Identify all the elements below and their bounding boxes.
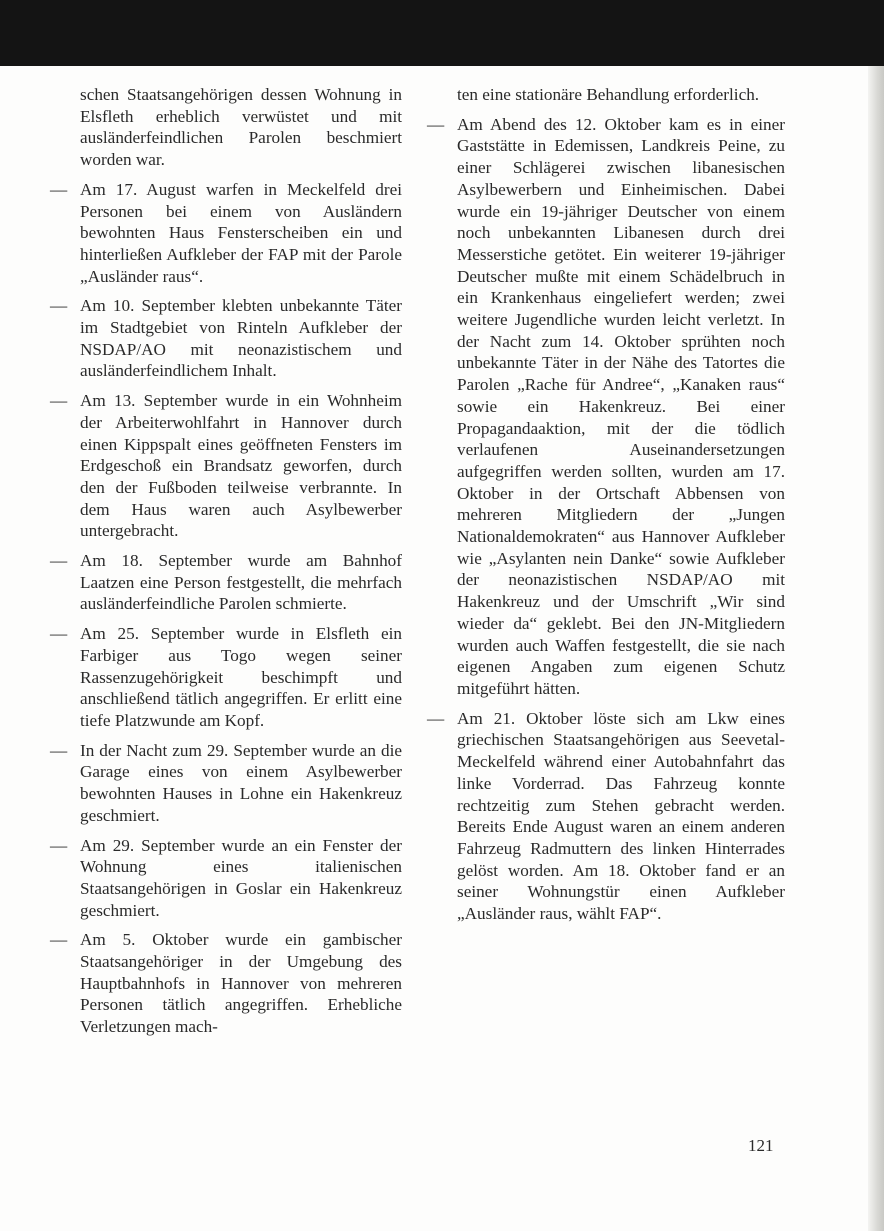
dash-marker: —	[50, 296, 68, 316]
dash-marker: —	[50, 930, 68, 950]
list-item	[50, 390, 402, 542]
list-item-text: Am 13. September wurde in ein Wohnheim der Arbeiterwohlfahrt in Hannover durch einen Kippspalt eines geöffneten Fensters im Erdgeschoß ein Brandsatz geworfen, durch den der Fußboden teilweise verbrannte. In dem Haus waren auch Asylbewerber untergebracht.	[80, 391, 402, 541]
left-continuation-paragraph: schen Staatsangehörigen dessen Wohnung in Elsfleth erheblich verwüstet und mit ausländerfeindlichen Parolen beschmiert worden war.	[80, 85, 402, 170]
list-item	[427, 114, 785, 700]
list-item-text: Am 5. Oktober wurde ein gambischer Staatsangehöriger in der Umgebung des Hauptbahnhofs in Hannover von mehreren Personen tätlich angegriffen. Erhebliche Verletzungen mach-	[80, 930, 402, 1037]
list-item	[50, 623, 402, 732]
scan-header-bar	[0, 0, 884, 66]
dash-marker: —	[427, 708, 445, 728]
left-column	[50, 84, 402, 1046]
list-item	[50, 179, 402, 288]
list-item	[50, 550, 402, 615]
list-item-text: In der Nacht zum 29. September wurde an die Garage eines von einem Asylbewerber bewohnten Hauses in Lohne ein Hakenkreuz geschmiert.	[80, 740, 402, 825]
list-item-text: Am 21. Oktober löste sich am Lkw eines griechischen Staatsangehörigen aus Seevetal-Meckelfeld während einer Autobahnfahrt das linke Vorderrad. Das Fahrzeug konnte rechtzeitig zum Stehen gebracht werden. Bereits Ende August waren an einem anderen Fahrzeug Radmuttern des linken Hinterrades gelöst worden. Am 18. Oktober fand er an seiner Wohnungstür einen Aufkleber „Ausländer raus, wählt FAP“.	[457, 708, 785, 924]
list-item	[50, 295, 402, 382]
list-item-text: Am 10. September klebten unbekannte Täter im Stadtgebiet von Rinteln Aufkleber der NSDAP/AO mit neonazistischem und ausländerfeindlichem Inhalt.	[80, 296, 402, 381]
dash-marker: —	[50, 391, 68, 411]
list-item-text: Am 25. September wurde in Elsfleth ein Farbiger aus Togo wegen seiner Rassenzugehörigkeit beschimpft und anschließend tätlich angegriffen. Er erlitt eine tiefe Platzwunde am Kopf.	[80, 624, 402, 730]
dash-marker: —	[50, 835, 68, 855]
right-column	[427, 84, 785, 933]
dash-marker: —	[50, 624, 68, 644]
page-number: 121	[748, 1136, 774, 1155]
page-edge-shadow	[868, 66, 884, 1231]
right-continuation-paragraph: ten eine stationäre Behandlung erforderlich.	[457, 85, 760, 104]
list-item	[50, 835, 402, 922]
list-item	[50, 929, 402, 1038]
list-item-text: Am 17. August warfen in Meckelfeld drei Personen bei einem von Ausländern bewohnten Haus Fensterscheiben ein und hinterließen Aufkleber der FAP mit der Parole „Ausländer raus“.	[80, 179, 402, 286]
dash-marker: —	[50, 740, 68, 760]
list-item-text: Am 18. September wurde am Bahnhof Laatzen eine Person festgestellt, die mehrfach ausländerfeindliche Parolen schmierte.	[80, 551, 402, 614]
dash-marker: —	[50, 179, 68, 199]
list-item	[50, 740, 402, 827]
dash-marker: —	[427, 114, 445, 134]
list-item-text: Am Abend des 12. Oktober kam es in einer Gaststätte in Edemissen, Landkreis Peine, zu einer Schlägerei zwischen libanesischen Asylbewerbern und Einheimischen. Dabei wurde ein 19-jähriger Deutscher von einem noch unbekannten Libanesen durch drei Messerstiche getötet. Ein weiterer 19-jähriger Deutscher mußte mit einem Schädelbruch in ein Krankenhaus eingeliefert werden; zwei weitere Jugendliche wurden leicht verletzt. In der Nacht zum 14. Oktober sprühten noch unbekannte Täter in der Nähe des Tatortes die Parolen „Rache für Andree“, „Kanaken raus“ sowie ein Hakenkreuz. Bei einer Propagandaaktion, mit der die tödlich verlaufenen Auseinandersetzungen aufgegriffen werden sollten, wurden am 17. Oktober in der Ortschaft Abbensen von mehreren Mitgliedern der „Jungen Nationaldemokraten“ aus Hannover Aufkleber wie „Asylanten nein Danke“ sowie Aufkleber der neonazistischen NSDAP/AO mit Hakenkreuz und der Umschrift „Wir sind wieder da“ geklebt. Bei den JN-Mitgliedern wurden auch Waffen festgestellt, die sie nach eigenen Angaben zum eigenen Schutz mitgeführt hätten.	[457, 114, 785, 698]
list-item-text: Am 29. September wurde an ein Fenster der Wohnung eines italienischen Staatsangehörigen in Goslar ein Hakenkreuz geschmiert.	[80, 835, 402, 920]
dash-marker: —	[50, 551, 68, 571]
list-item	[427, 708, 785, 925]
